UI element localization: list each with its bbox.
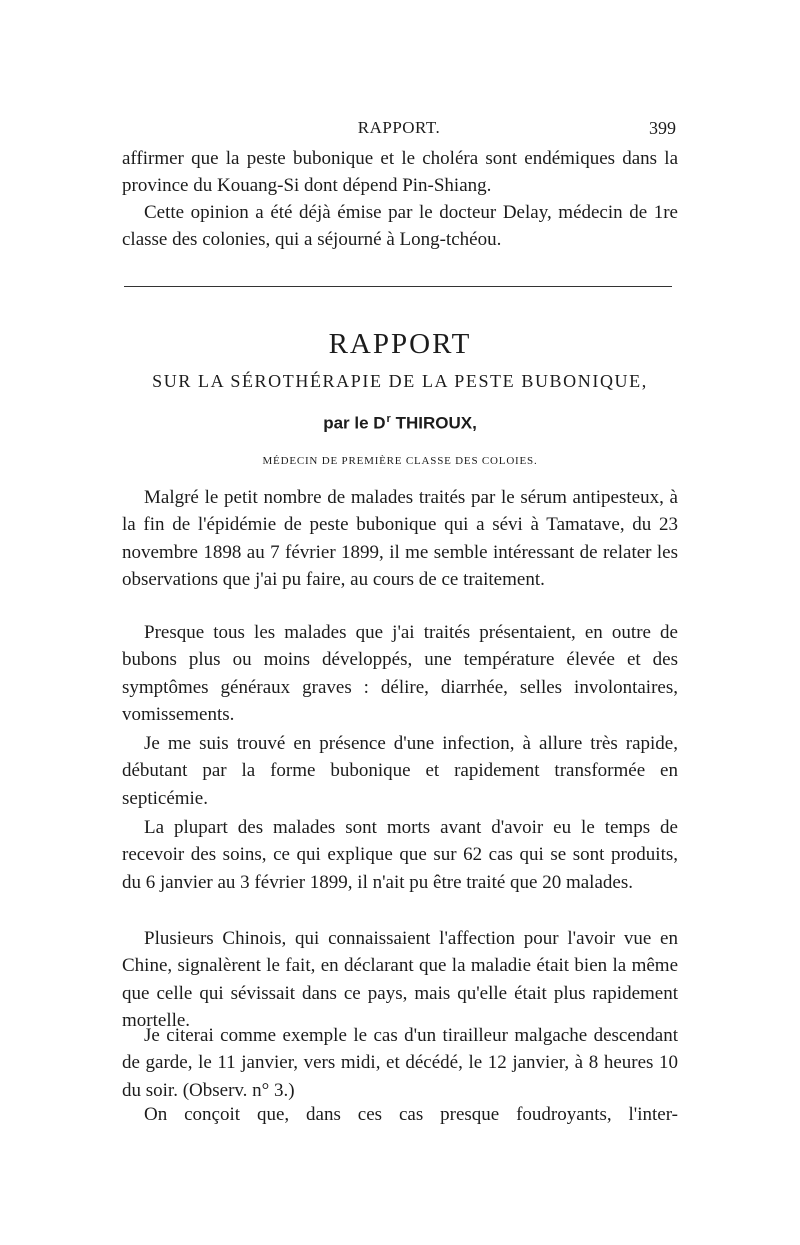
author-suffix: , — [472, 413, 477, 433]
body-paragraph: Je citerai comme exemple le cas d'un tirailleur malgache descendant de garde, le 11 janvier, vers midi, et décédé, le 12 janvier, à 8 heures 10 du soir. (Observ. n° 3.) — [122, 1025, 678, 1101]
body-paragraph: Je me suis trouvé en présence d'une infection, à allure très rapide, débutant par la forme bubonique et rapidement transformée en septicémie. — [122, 733, 678, 809]
author-name: THIROUX — [395, 413, 473, 433]
body-paragraph: Plusieurs Chinois, qui connaissaient l'affection pour l'avoir vue en Chine, signalèrent le fait, en déclarant que la maladie était bien la même que celle qui sévissait dans ce pays, mais qu'elle était plus rapidement mortelle. — [122, 928, 678, 1031]
section-divider — [124, 286, 672, 287]
body-paragraph: Malgré le petit nombre de malades traités par le sérum antipesteux, à la fin de l'épidémie de peste bubonique qui a sévi à Tamatave, du 23 novembre 1898 au 7 février 1899, il me semble intéressant de relater les observations que j'ai pu faire, au cours de ce traitement. — [122, 487, 678, 590]
author-prefix: par le D — [323, 413, 386, 433]
body-paragraph: Presque tous les malades que j'ai traités présentaient, en outre de bubons plus ou moins développés, une température élevée et des symptômes généraux graves : délire, diarrhée, selles involontaires, vomissements. — [122, 622, 678, 725]
intro-paragraph: affirmer que la peste bubonique et le choléra sont endémiques dans la province du Kouang-Si dont dépend Pin-Shiang. — [122, 148, 678, 196]
intro-paragraph: Cette opinion a été déjà émise par le docteur Delay, médecin de 1re classe des colonies, qui a séjourné à Long-tchéou. — [122, 202, 678, 250]
article-title: RAPPORT — [328, 328, 472, 360]
article-author — [122, 413, 678, 434]
author-affiliation: MÉDECIN DE PREMIÈRE CLASSE DES COLOIES. — [262, 455, 538, 467]
running-head-title: RAPPORT. — [357, 118, 441, 137]
body-paragraph: La plupart des malades sont morts avant d'avoir eu le temps de recevoir des soins, ce qui explique que sur 62 cas qui se sont produits, du 6 janvier au 3 février 1899, il n'ait pu être traité que 20 malades. — [122, 817, 678, 893]
running-head — [122, 118, 676, 140]
article-subtitle: SUR LA SÉROTHÉRAPIE DE LA PESTE BUBONIQUE, — [152, 371, 648, 391]
body-paragraph: On conçoit que, dans ces cas presque foudroyants, l'inter- — [144, 1104, 678, 1125]
author-prefix-sup: r — [386, 413, 391, 425]
page-number: 399 — [649, 118, 676, 138]
